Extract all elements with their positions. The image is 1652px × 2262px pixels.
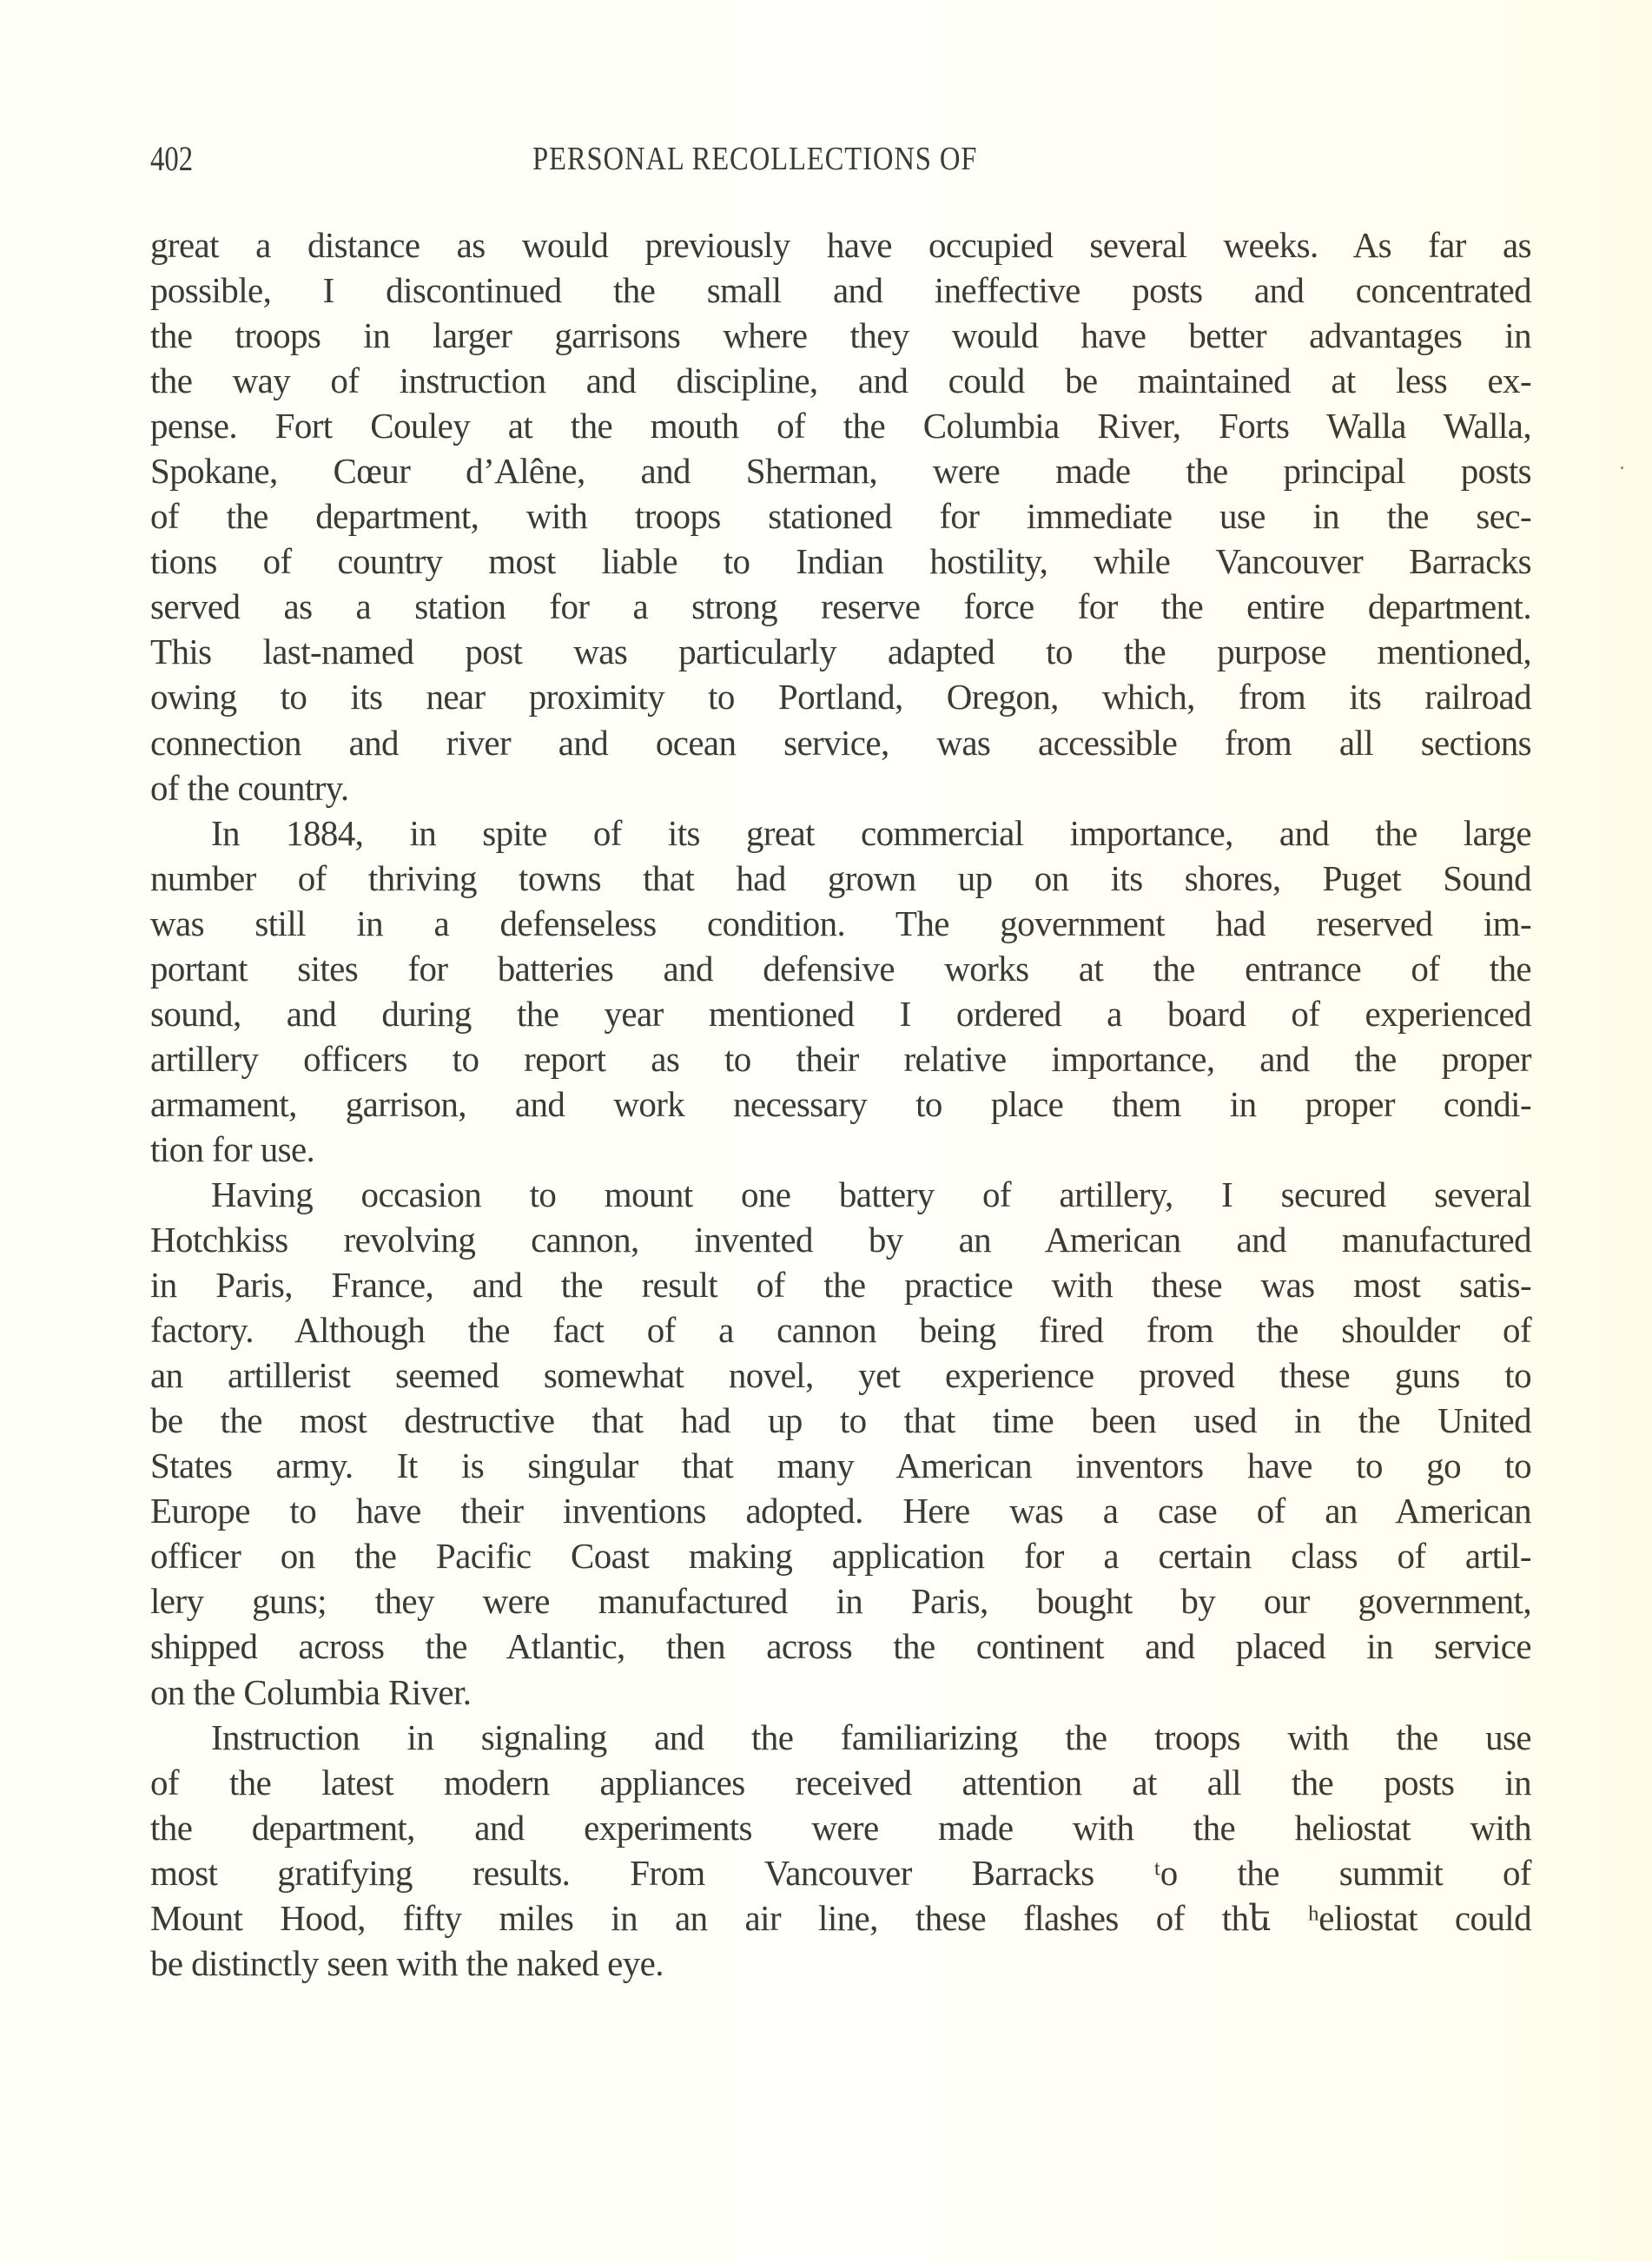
text-line: of the country. xyxy=(150,767,349,808)
text-line: was still in a defenseless condition. The government had reserved im- xyxy=(150,903,1531,943)
text-line: number of thriving towns that had grown up on its shores, Puget Sound xyxy=(150,857,1531,898)
text-line: on the Columbia River. xyxy=(150,1671,472,1712)
text-line: Having occasion to mount one battery of artillery, I secured several xyxy=(211,1174,1531,1214)
text-line: be distinctly seen with the naked eye. xyxy=(150,1942,664,1983)
text-line: shipped across the Atlantic, then across the continent and placed in service xyxy=(150,1626,1531,1667)
text-line: of the department, with troops stationed for immediate use in the sec- xyxy=(150,496,1531,537)
text-line: great a distance as would previously have occupied several weeks. As far as xyxy=(150,225,1531,265)
text-line: in Paris, France, and the result of the practice with these was most satis- xyxy=(150,1265,1531,1306)
page-header xyxy=(150,137,1531,181)
text-line: tion for use. xyxy=(150,1128,315,1169)
margin-speck xyxy=(1621,466,1623,469)
text-line: owing to its near proximity to Portland, Oregon, which, from its railroad xyxy=(150,677,1531,718)
text-line: Spokane, Cœur d’Alêne, and Sherman, were made the principal posts xyxy=(150,451,1531,492)
paragraph xyxy=(150,1715,1531,1986)
paragraph xyxy=(150,222,1531,810)
text-line: Hotchkiss revolving cannon, invented by an American and manufactured xyxy=(150,1220,1531,1260)
body-text xyxy=(150,222,1531,1986)
text-line: possible, I discontinued the small and ineffective posts and concentrated xyxy=(150,270,1531,311)
text-line: pense. Fort Couley at the mouth of the Columbia River, Forts Walla Walla, xyxy=(150,406,1531,446)
text-line: officer on the Pacific Coast making application for a certain class of artil- xyxy=(150,1536,1531,1577)
text-line: of the latest modern appliances received attention at all the posts in xyxy=(150,1762,1531,1802)
text-line: armament, garrison, and work necessary to place them in proper condi- xyxy=(150,1083,1531,1124)
text-line: Instruction in signaling and the familiarizing the troops with the use xyxy=(211,1716,1531,1757)
text-line: the troops in larger garrisons where they would have better advantages in xyxy=(150,315,1531,356)
paragraph xyxy=(150,1172,1531,1715)
text-line: the way of instruction and discipline, and could be maintained at less ex- xyxy=(150,360,1531,401)
text-line: This last-named post was particularly adapted to the purpose mentioned, xyxy=(150,632,1531,672)
text-line: factory. Although the fact of a cannon being fired from the shoulder of xyxy=(150,1310,1531,1351)
text-line: most gratifying results. From Vancouver Barracks ᵗo the summit of xyxy=(150,1852,1531,1893)
text-line: Europe to have their inventions adopted. Here was a case of an American xyxy=(150,1491,1531,1531)
text-line: connection and river and ocean service, was accessible from all sections xyxy=(150,722,1531,763)
text-line: the department, and experiments were made with the heliostat with xyxy=(150,1807,1531,1848)
text-line: tions of country most liable to Indian hostility, while Vancouver Barracks xyxy=(150,541,1531,582)
running-head: PERSONAL RECOLLECTIONS OF xyxy=(532,141,978,177)
text-line: served as a station for a strong reserve force for the entire department. xyxy=(150,586,1531,627)
text-line: portant sites for batteries and defensive works at the entrance of the xyxy=(150,948,1531,989)
text-line: sound, and during the year mentioned I ordered a board of experienced xyxy=(150,993,1531,1034)
text-line: be the most destructive that had up to that time been used in the United xyxy=(150,1400,1531,1441)
text-line: lery guns; they were manufactured in Paris, bought by our government, xyxy=(150,1581,1531,1622)
page-number: 402 xyxy=(150,139,194,178)
text-line: In 1884, in spite of its great commercial importance, and the large xyxy=(211,812,1531,853)
text-line: artillery officers to report as to their relative importance, and the proper xyxy=(150,1038,1531,1079)
text-line: States army. It is singular that many American inventors have to go to xyxy=(150,1445,1531,1486)
text-line: an artillerist seemed somewhat novel, yet experience proved these guns to xyxy=(150,1355,1531,1396)
paragraph xyxy=(150,810,1531,1172)
text-line: Mount Hood, fifty miles in an air line, these flashes of thե ʰeliostat could xyxy=(150,1897,1531,1938)
